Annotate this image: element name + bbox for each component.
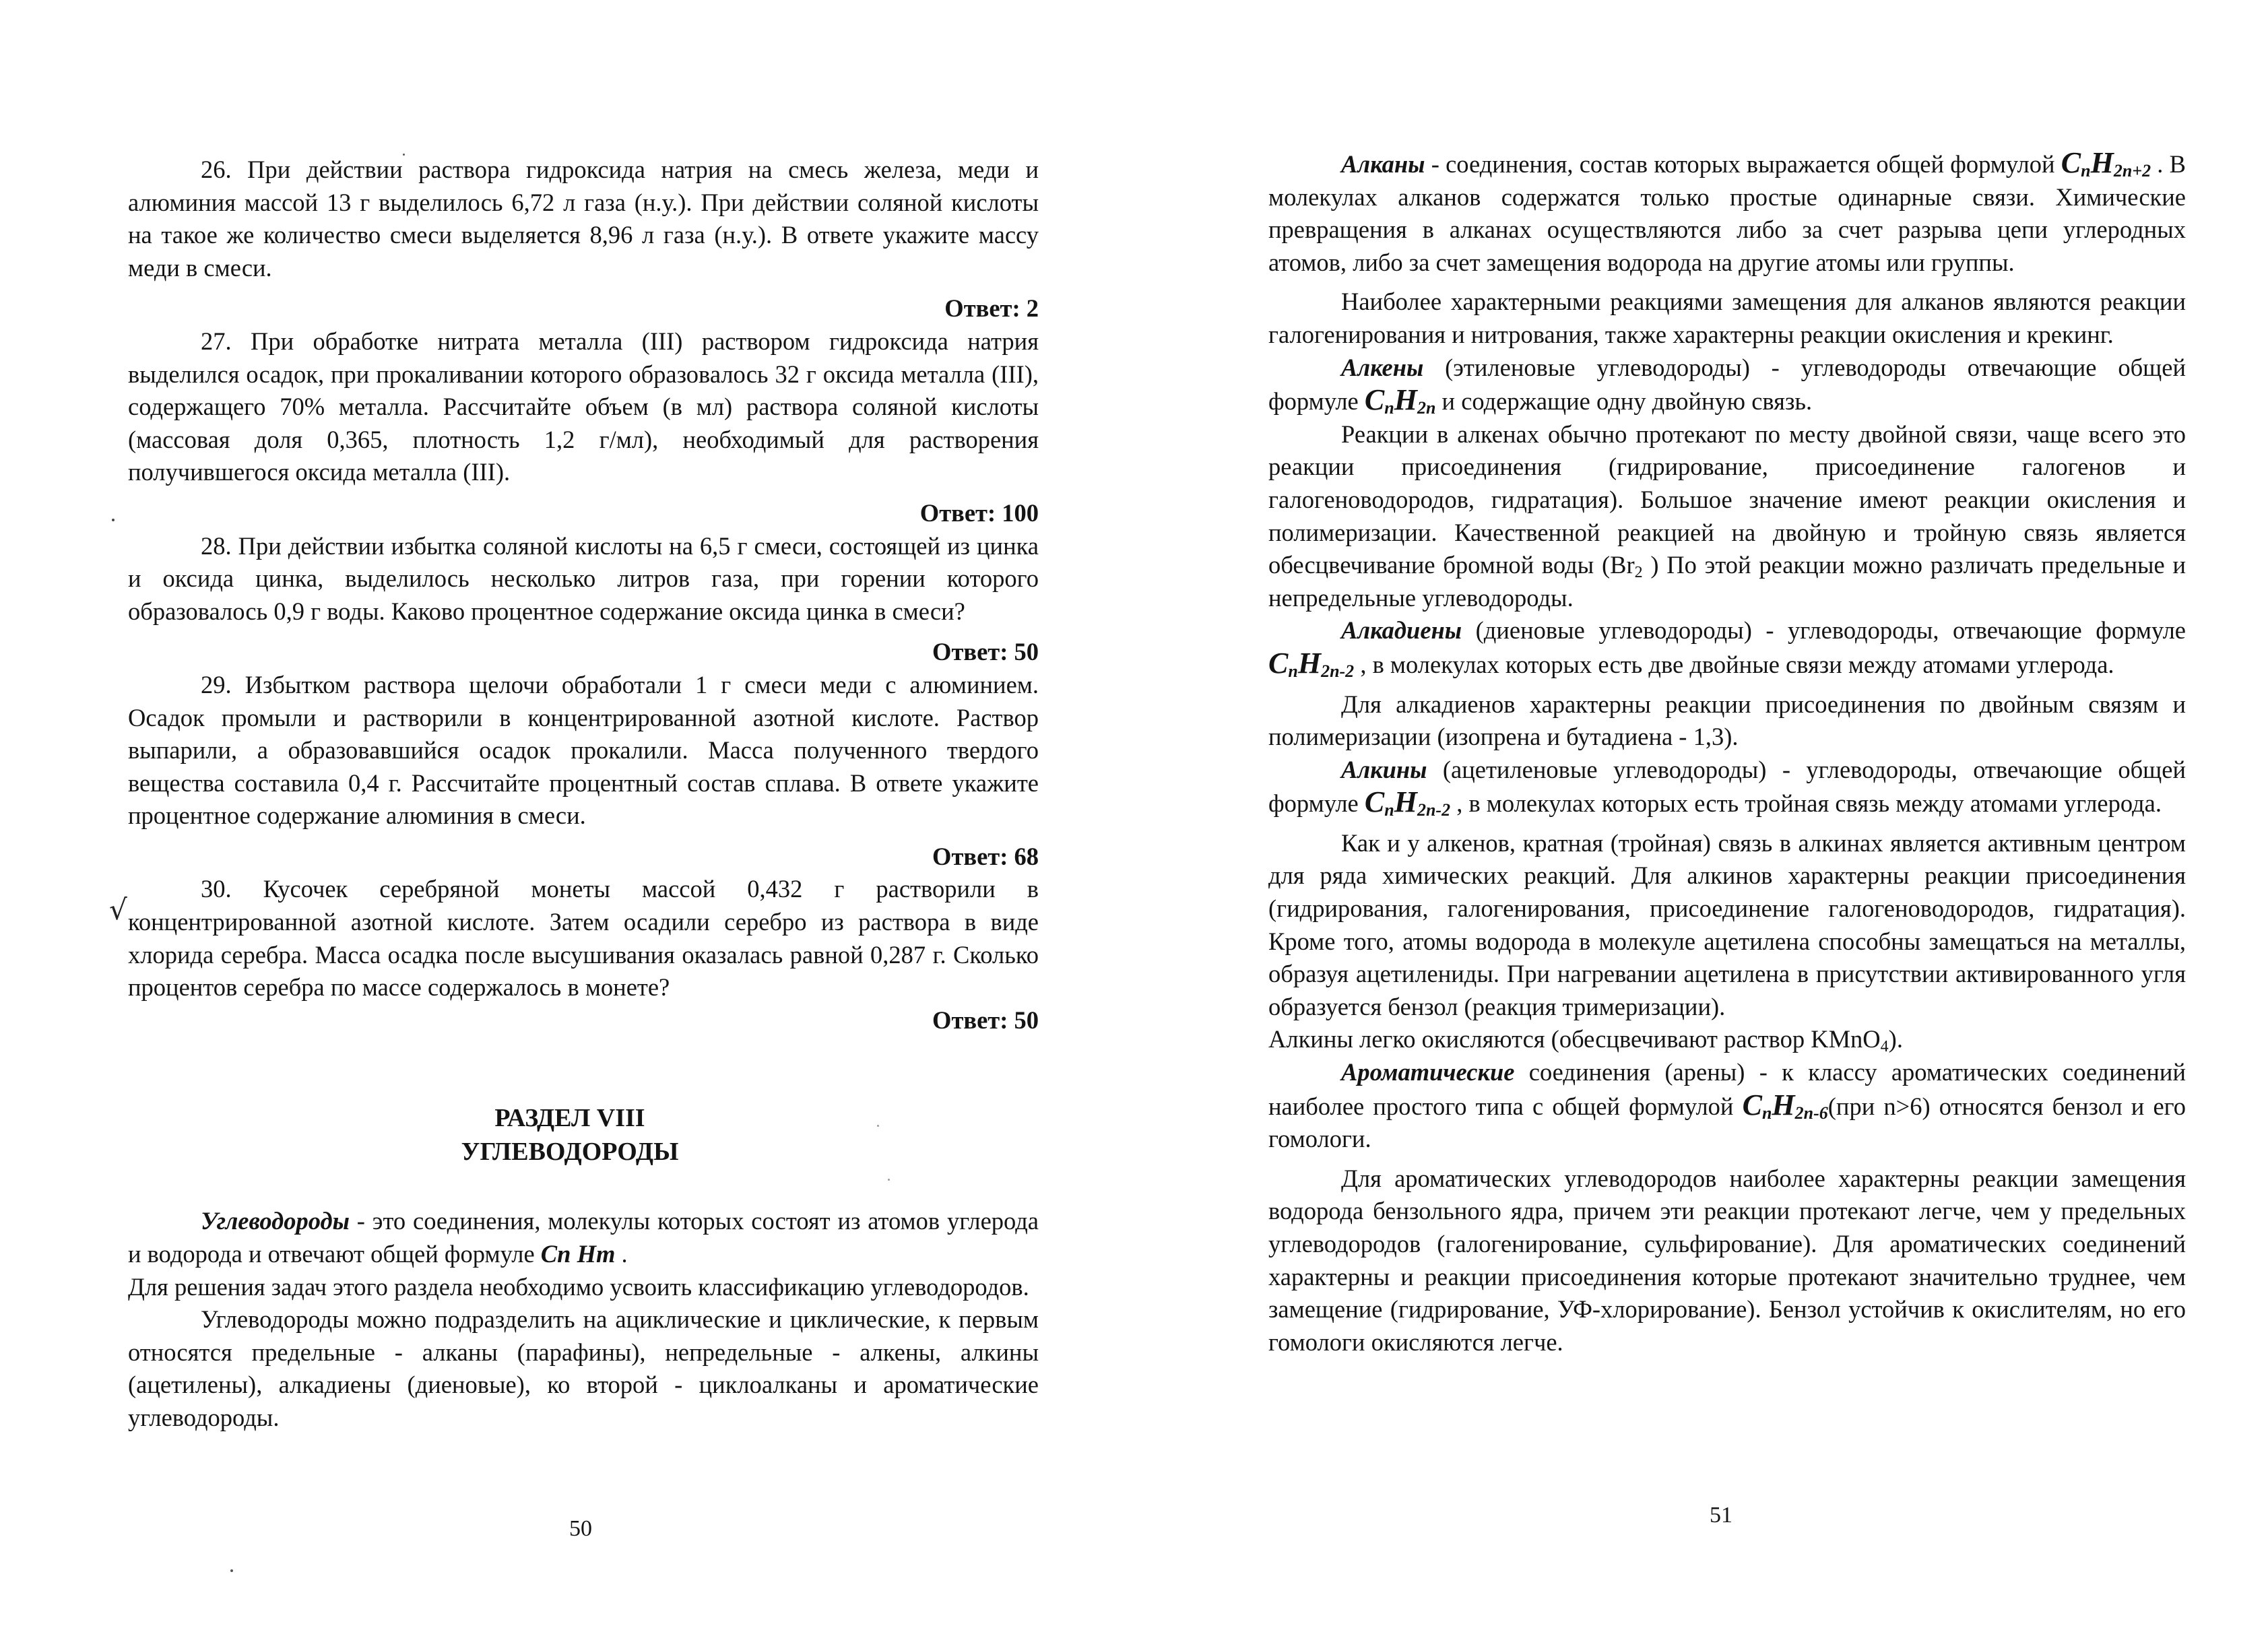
problem-26: 26. При действии раствора гидроксида натрия на смесь железа, меди и алюминия массой 13 г выделилось 6,72 л газа (н.у.). При действии соляной кислоты на такое же количество смеси выделяется 8,96 л газа (н.у.). В ответе укажите массу меди в смеси. — [128, 156, 1039, 282]
intro-text: - это соединения, молекулы которых состоят из атомов углерода и водорода и отвечают общей формуле — [128, 1207, 1039, 1268]
page-number-left: 50 — [569, 1516, 592, 1541]
section-title: РАЗДЕЛ VIII — [494, 1104, 645, 1133]
alkadienes-text: (диеновые углеводороды) - углеводороды, отвечающие формуле — [1462, 616, 2186, 645]
alkynes-text: (ацетиленовые углеводороды) - углеводороды, отвечающие общей формуле — [1268, 755, 2186, 818]
intro-end: . — [615, 1240, 628, 1268]
speck-dot — [877, 1125, 879, 1127]
alkanes-text: - соединения, состав которых выражается общей формулой — [1425, 150, 2061, 178]
aromatic-text: соединения (арены) - к классу ароматических соединений наиболее простого типа с общей формулой — [1268, 1058, 2186, 1120]
alkanes-formula: $C_nH_{2n+2}$ — [2061, 146, 2151, 181]
section-subtitle: УГЛЕВОДОРОДЫ — [461, 1138, 679, 1167]
alkadienes-term: Алкадиены — [1341, 616, 1462, 645]
aromatic-text-after: (при n>6) относятся бензол и его гомологи. — [1268, 1092, 2186, 1153]
classification-paragraph: Для решения задач этого раздела необходимо усвоить классификацию углеводородов. — [128, 1272, 1029, 1301]
answer-30: Ответ: 50 — [932, 1006, 1039, 1034]
alkenes-formula: $C_nH_{2n}$ — [1364, 383, 1436, 418]
aromatic-term: Ароматические — [1341, 1058, 1515, 1086]
speck-dot — [888, 1179, 890, 1181]
alkynes-paragraph — [1268, 754, 2186, 820]
alkynes-formula: $C_nH_{2n-2}$ — [1364, 785, 1451, 820]
alkenes-term: Алкены — [1341, 353, 1424, 381]
alkadienes-text-after: , в молекулах которых есть две двойные связи между атомами углерода. — [1354, 650, 2114, 678]
problem-29: 29. Избытком раствора щелочи обработали 1 г смеси меди с алюминием. Осадок промыли и растворили в концентрированной азотной кислоте. Раствор выпарили, а образовавшийся осадок прокалили. Масса полученного твердого вещества составила 0,4 г. Рассчитайте процентный состав сплава. В ответе укажите процентное содержание алюминия в смеси. — [128, 670, 1039, 830]
alkenes-text-after: и содержащие одну двойную связь. — [1435, 387, 1813, 416]
problem-28: 28. При действии избытка соляной кислоты на 6,5 г смеси, состоящей из цинка и оксида цинка, выделилось несколько литров газа, при горении которого образовалось 0,9 г воды. Каково процентное содержание оксида цинка в смеси? — [128, 531, 1039, 625]
alkanes-paragraph — [1268, 147, 2186, 279]
answer-28: Ответ: 50 — [932, 638, 1039, 666]
intro-formula: Cn Hm — [540, 1240, 616, 1268]
right-page-text — [1268, 147, 2186, 1359]
aromatic-formula: $C_nH_{2n-6}$ — [1742, 1088, 1828, 1123]
intro-term: Углеводороды — [201, 1207, 350, 1235]
alkadienes-paragraph — [1268, 614, 2186, 681]
speck-dot — [230, 1569, 233, 1572]
answer-26: Ответ: 2 — [944, 294, 1039, 323]
problem-27: 27. При обработке нитрата металла (III) раствором гидроксида натрия выделился осадок, при прокаливании которого образовалось 32 г оксида металла (III), содержащего 70% металла. Рассчитайте объем (в мл) раствора соляной кислоты (массовая доля 0,365, плотность 1,2 г/мл), необходимый для растворения получившегося оксида металла (III). — [128, 327, 1039, 486]
left-page-text — [128, 154, 1039, 1435]
answer-29: Ответ: 68 — [932, 842, 1039, 870]
alkanes-term: Алканы — [1341, 150, 1425, 178]
speck-dot — [403, 154, 405, 156]
aromatic-paragraph — [1268, 1056, 2186, 1156]
alkenes-text: (этиленовые углеводороды) - углеводороды отвечающие общей формуле — [1268, 353, 2186, 416]
alkynes-term: Алкины — [1341, 755, 1427, 783]
problem-30: 30. Кусочек серебряной монеты массой 0,432 г растворили в концентрированной азотной кислоте. Затем осадили серебро из раствора в виде хлорида серебра. Масса осадка после высушивания оказалась равной 0,287 г. Сколько процентов серебра по массе содержалось в монете? — [128, 875, 1039, 1002]
alkenes-reactions-paragraph: Реакции в алкенах обычно протекают по месту двойной связи, чаще всего это реакции присоединения (гидрирование, присоединение галогенов и галогеноводородов, гидратация). Большое значение имеют реакции окисления и полимеризации. Качественной реакцией на двойную и тройную связь является обесцвечивание бромной воды ($Br_2$ ) По этой реакции можно различать предельные и непредельные углеводороды. — [1268, 420, 2186, 612]
alkynes-text-after: , в молекулах которых есть тройная связь между атомами углерода. — [1450, 789, 2162, 818]
speck-dot — [112, 519, 115, 521]
alkanes-reactions-paragraph: Наиболее характерными реакциями замещения для алканов являются реакции галогенирования и нитрования, также характерны реакции окисления и крекинг. — [1268, 288, 2186, 348]
alkadienes-reactions-paragraph: Для алкадиенов характерны реакции присоединения по двойным связям и полимеризации (изопрена и бутадиена - 1,3). — [1268, 690, 2186, 751]
alkenes-paragraph — [1268, 352, 2186, 418]
subdivision-paragraph: Углеводороды можно подразделить на ациклические и циклические, к первым относятся предельные - алканы (парафины), непредельные - алкены, алкины (ацетилены), алкадиены (диеновые), ко второй - циклоалканы и ароматические углеводороды. — [128, 1305, 1039, 1431]
alkadienes-formula: $C_nH_{2n-2}$ — [1268, 646, 1355, 681]
alkanes-text-after: . В молекулах алканов содержатся только простые одинарные связи. Химические превращения в алканах осуществляются либо за счет разрыва цепи углеродных атомов, либо за счет замещения водорода на другие атомы или группы. — [1268, 150, 2186, 276]
page-number-right: 51 — [1710, 1503, 1732, 1528]
answer-27: Ответ: 100 — [919, 498, 1039, 527]
alkynes-reactions-paragraph: Как и у алкенов, кратная (тройная) связь в алкинах является активным центром для ряда химических реакций. Для алкинов характерны реакции присоединения (гидрирования, галогенирования, присоединение галогеноводородов, гидратация). Кроме того, атомы водорода в молекуле ацетилена способны замещаться на металлы, образуя ацетилениды. При нагревании ацетилена в присутствии активированного угля образуется бензол (реакция тримеризации). — [1268, 828, 2186, 1020]
margin-check-mark: √ — [109, 893, 127, 926]
intro-paragraph — [128, 1205, 1039, 1270]
alkynes-oxidation-line: Алкины легко окисляются (обесцвечивают раствор KMnO$_4$). — [1268, 1025, 1903, 1056]
aromatic-reactions-paragraph: Для ароматических углеводородов наиболее характерны реакции замещения водорода бензольного ядра, причем эти реакции протекают легче, чем у предельных углеводородов (галогенирование, сульфирование). Для ароматических соединений характерны и реакции присоединения которые протекают значительно труднее, чем замещение (гидрирование, УФ-хлорирование). Бензол устойчив к окислителям, но его гомологи окисляются легче. — [1268, 1164, 2186, 1356]
